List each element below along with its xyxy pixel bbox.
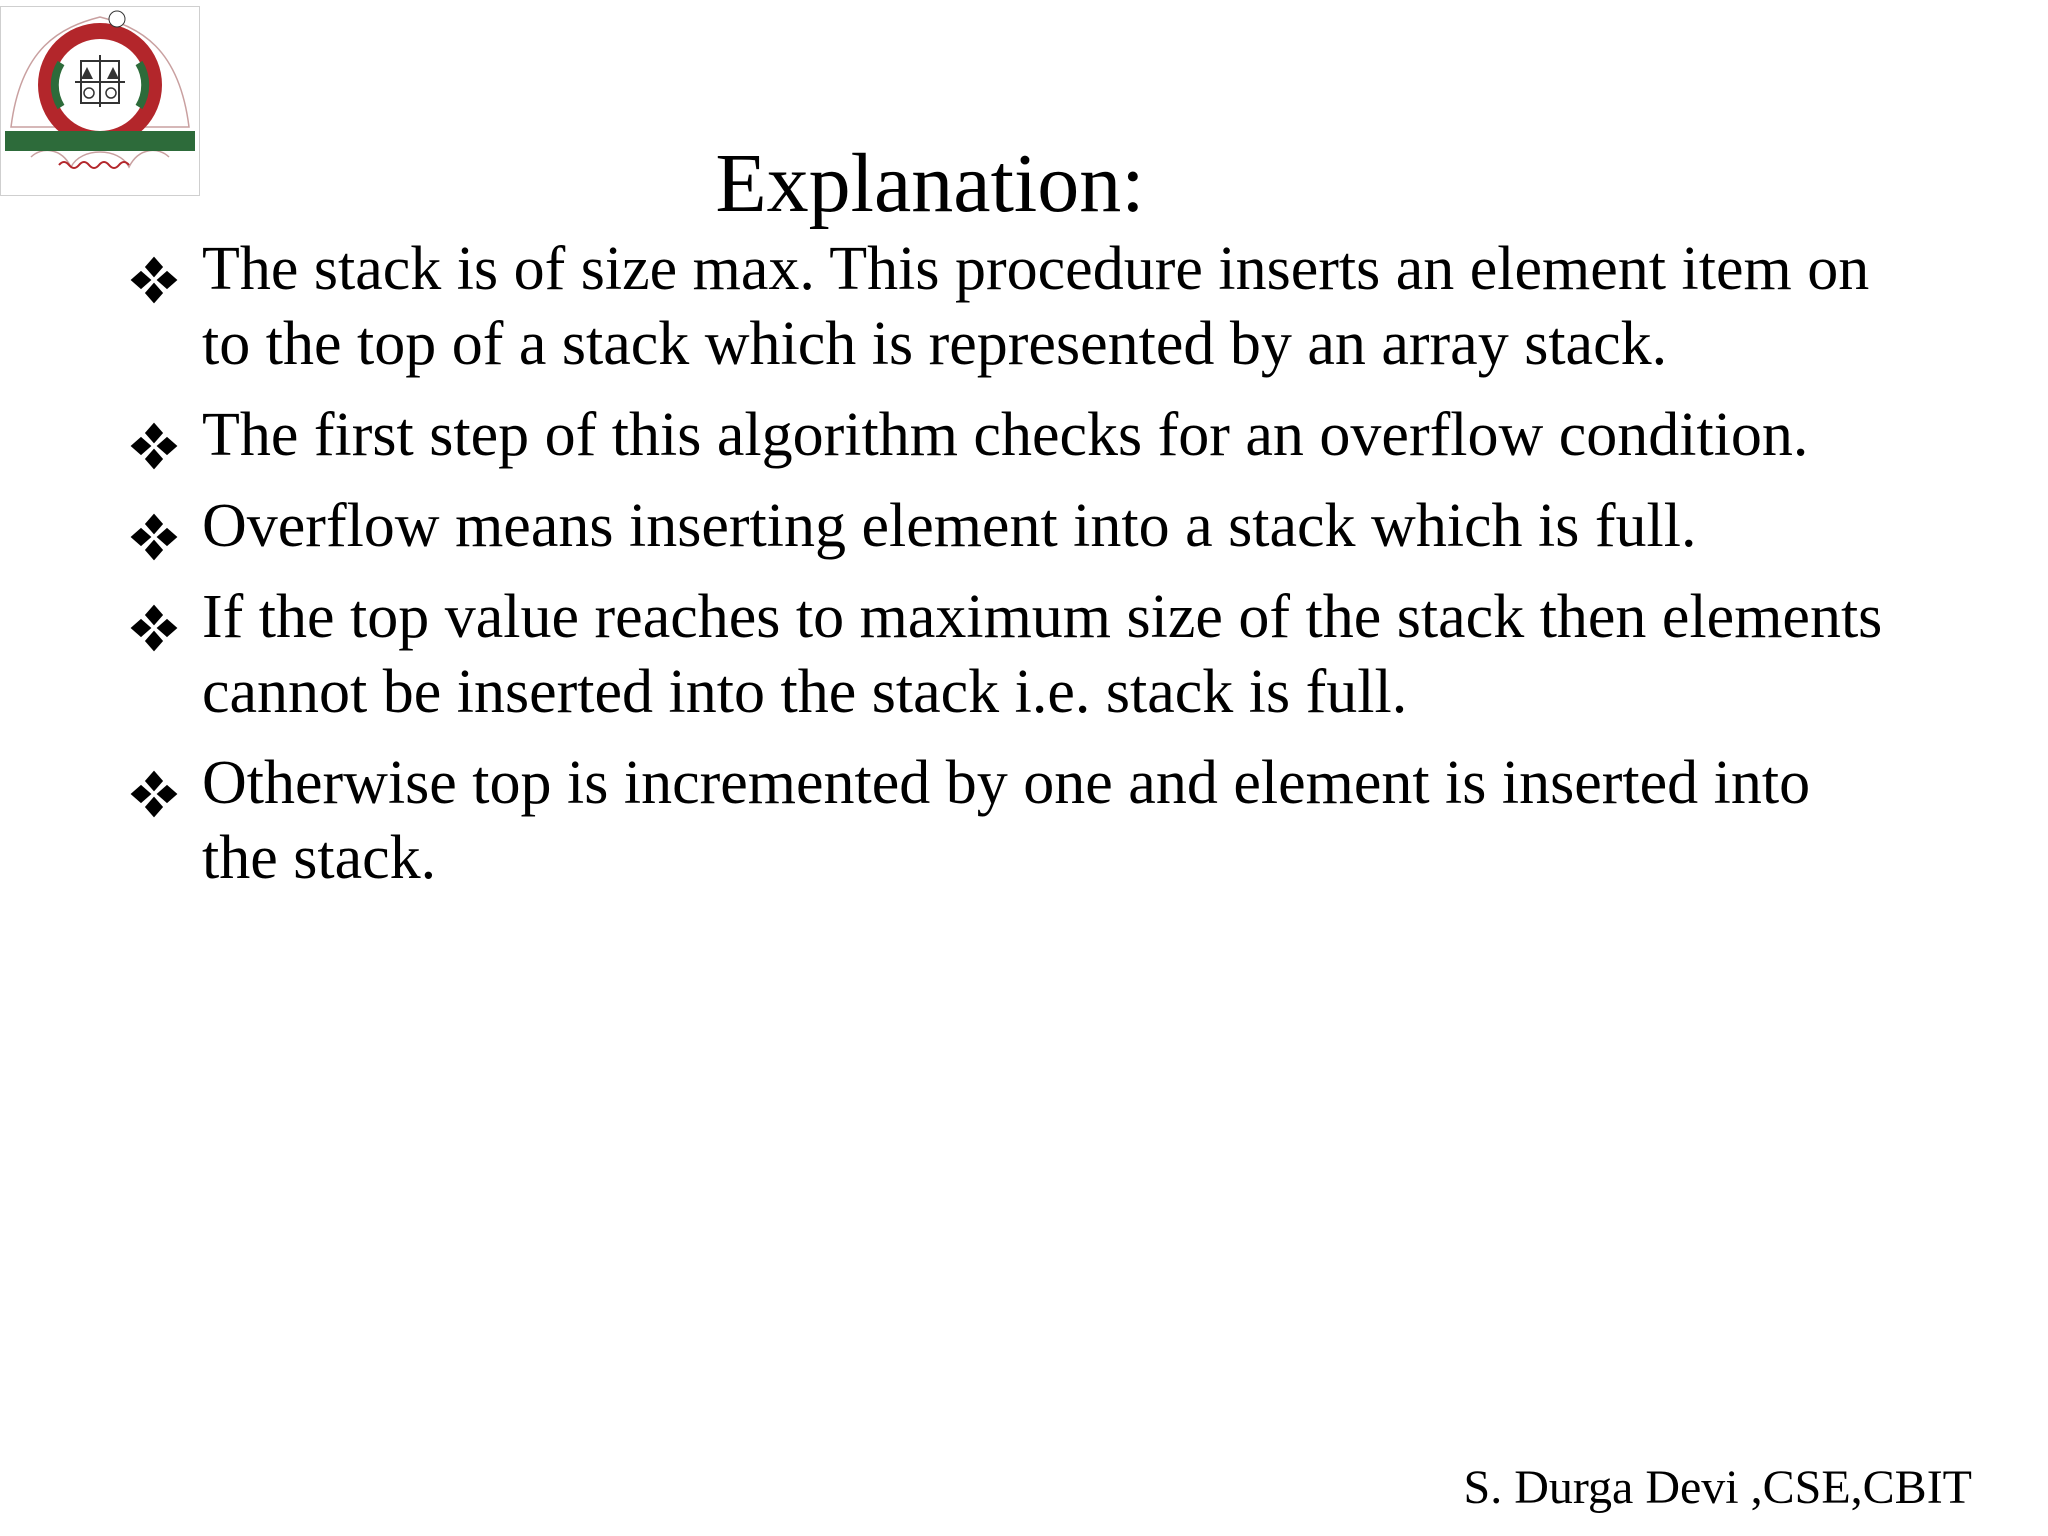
bullet-text: The first step of this algorithm checks for an overflow condition. xyxy=(202,401,1809,469)
diamond-four-petal-icon xyxy=(128,768,180,820)
bullet-item xyxy=(124,489,1884,564)
bullet-text: Overflow means inserting element into a stack which is full. xyxy=(202,492,1697,560)
diamond-four-petal-icon xyxy=(128,254,180,306)
diamond-four-petal-icon xyxy=(128,420,180,472)
diamond-four-petal-icon xyxy=(128,602,180,654)
bullet-list xyxy=(124,232,1884,912)
bullet-item xyxy=(124,580,1884,730)
bullet-item xyxy=(124,746,1884,896)
bullet-text: Otherwise top is incremented by one and element is inserted into the stack. xyxy=(202,749,1811,892)
bullet-text: The stack is of size max. This procedure inserts an element item on to the top of a stack which is represented by an array stack. xyxy=(202,235,1870,378)
slide-title: Explanation: xyxy=(715,137,1145,230)
bullet-item xyxy=(124,398,1884,473)
diamond-four-petal-icon xyxy=(128,511,180,563)
bullet-text: If the top value reaches to maximum size of the stack then elements cannot be inserted into the stack i.e. stack is full. xyxy=(202,583,1883,726)
slide-footer-author: S. Durga Devi ,CSE,CBIT xyxy=(1463,1461,1972,1514)
bullet-item xyxy=(124,232,1884,382)
